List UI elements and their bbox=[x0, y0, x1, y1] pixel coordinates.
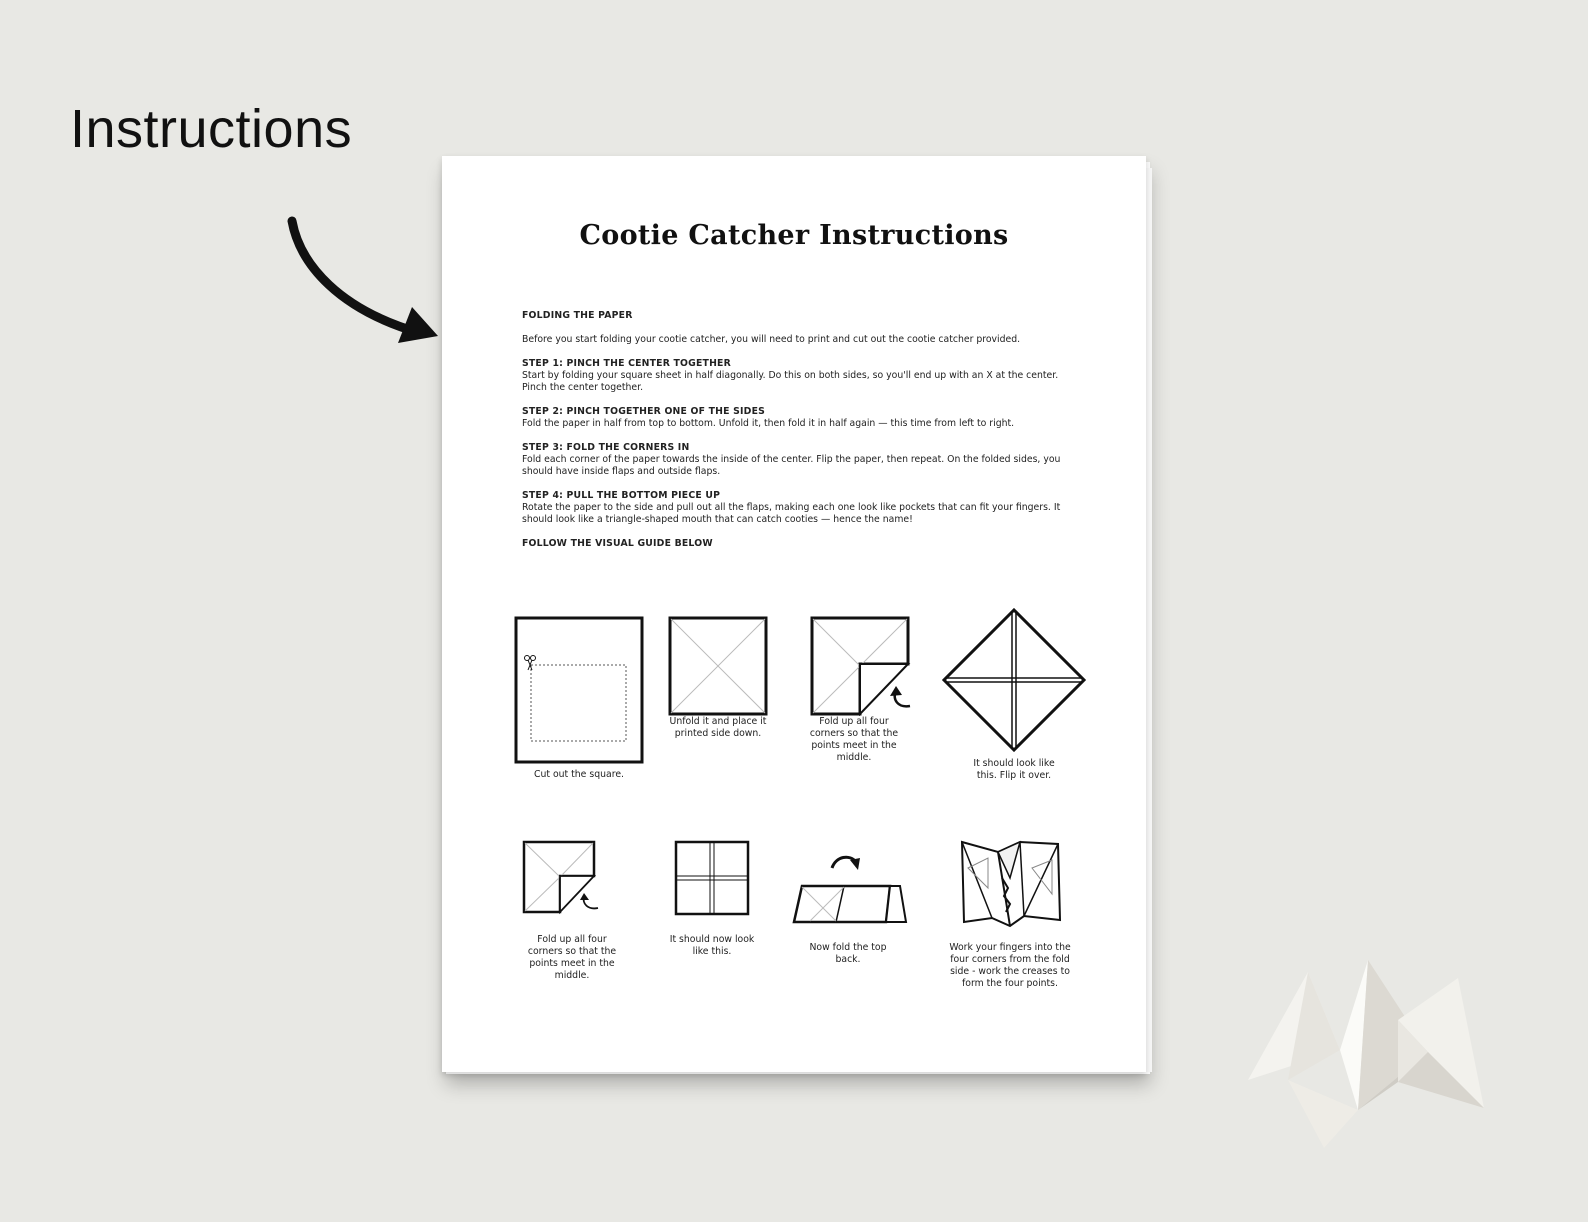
fold-back-diagram bbox=[790, 846, 912, 928]
step-text: Fold each corner of the paper towards the inside of the center. Flip the paper, then repeat. On the folded sides, you should have inside flaps and outside flaps. bbox=[522, 454, 1061, 477]
small-fold-corner-diagram bbox=[522, 840, 604, 916]
follow-guide-label: FOLLOW THE VISUAL GUIDE BELOW bbox=[522, 538, 713, 549]
caption-fold-corners: Fold up all four corners so that the points meet in the middle. bbox=[809, 716, 899, 763]
step-title: STEP 1: PINCH THE CENTER TOGETHER bbox=[522, 358, 731, 369]
caption-fold-corners-again: Fold up all four corners so that the points meet in the middle. bbox=[527, 934, 617, 981]
fold-corner-diagram bbox=[810, 616, 920, 716]
step-title: STEP 3: FOLD THE CORNERS IN bbox=[522, 442, 690, 453]
page-heading: Instructions bbox=[70, 99, 353, 159]
section-heading: FOLDING THE PAPER bbox=[522, 310, 633, 321]
unfolded-square-diagram bbox=[668, 616, 768, 716]
pointing-arrow-icon bbox=[280, 215, 450, 350]
intro-text: Before you start folding your cootie catcher, you will need to print and cut out the cootie catcher provided. bbox=[522, 334, 1021, 345]
cut-square-diagram bbox=[514, 616, 644, 766]
step-title: STEP 4: PULL THE BOTTOM PIECE UP bbox=[522, 490, 721, 501]
step-text: Start by folding your square sheet in half diagonally. Do this on both sides, so you'll end up with an X at the center. Pinch the center together. bbox=[522, 370, 1059, 393]
curved-arrow-icon bbox=[580, 893, 598, 908]
step-text: Fold the paper in half from top to bottom. Unfold it, then fold it in half again — this time from left to right. bbox=[522, 418, 1015, 429]
quartered-square-diagram bbox=[674, 840, 750, 916]
curved-arrow-icon bbox=[832, 857, 860, 870]
caption-flip-over: It should look like this. Flip it over. bbox=[973, 758, 1055, 781]
paper-fortune-teller-image bbox=[1248, 960, 1488, 1160]
caption-fold-top-back: Now fold the top back. bbox=[809, 942, 887, 965]
step-text: Rotate the paper to the side and pull out all the flaps, making each one look like pockets that can fit your fingers. It should look like a triangle-shaped mouth that can catch cooties — hence the name! bbox=[522, 502, 1061, 525]
caption-cut-square: Cut out the square. bbox=[533, 769, 624, 780]
finished-cootie-catcher-diagram bbox=[958, 838, 1062, 928]
step-title: STEP 2: PINCH TOGETHER ONE OF THE SIDES bbox=[522, 406, 766, 417]
diamond-diagram bbox=[942, 608, 1086, 752]
caption-work-fingers: Work your fingers into the four corners from the fold side - work the creases to form the four points. bbox=[949, 942, 1071, 989]
curved-arrow-icon bbox=[890, 686, 910, 706]
document-title: Cootie Catcher Instructions bbox=[579, 220, 1009, 251]
instruction-sheet bbox=[442, 156, 1146, 1072]
instruction-text bbox=[522, 310, 1077, 562]
caption-unfold: Unfold it and place it printed side down. bbox=[669, 716, 767, 739]
caption-look-like-this: It should now look like this. bbox=[669, 934, 755, 957]
